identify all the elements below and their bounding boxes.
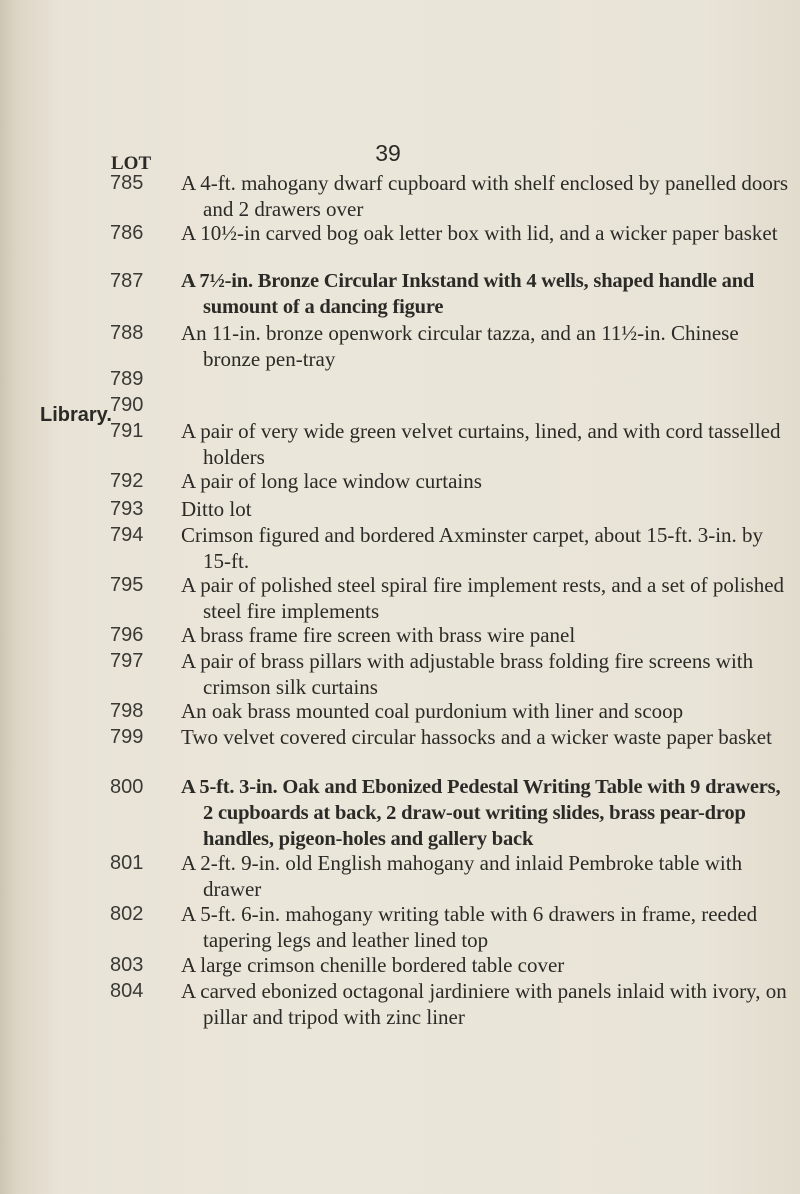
section-label-library: Library. (40, 404, 112, 426)
lot-number: 790 (110, 394, 144, 416)
lot-column-header: LOT (111, 153, 152, 174)
lot-description: An 11-in. bronze openwork circular tazza, and an 11½-in. Chinese bronze pen-tray (181, 321, 739, 371)
lot-description: A 4-ft. mahogany dwarf cupboard with shelf enclosed by panelled doors and 2 drawers over (181, 171, 789, 221)
lot-description: A 5-ft. 3-in. Oak and Ebonized Pedestal Writing Table with 9 drawers, 2 cupboards at back, 2 draw-out writing slides, brass pear-drop handles, pigeon-holes and gallery back (181, 776, 781, 850)
lot-description: Ditto lot (181, 497, 252, 521)
lot-description: A pair of polished steel spiral fire implement rests, and a set of polished steel fire implements (181, 573, 785, 623)
lot-description: A 7½-in. Bronze Circular Inkstand with 4 wells, shaped handle and sumount of a dancing figure (181, 270, 755, 318)
lot-number: 794 (110, 524, 144, 546)
lot-description: A brass frame fire screen with brass wire panel (181, 623, 576, 647)
lot-description: A 10½-in carved bog oak letter box with lid, and a wicker paper basket (181, 221, 778, 245)
lot-number: 787 (110, 270, 144, 292)
lot-number: 786 (110, 222, 144, 244)
lot-number: 795 (110, 574, 144, 596)
lot-description: A pair of long lace window curtains (181, 469, 482, 493)
lot-number: 800 (110, 776, 144, 798)
lot-number: 793 (110, 498, 144, 520)
lot-number: 797 (110, 650, 144, 672)
lot-description: A carved ebonized octagonal jardiniere with panels inlaid with ivory, on pillar and tripod with zinc liner (181, 979, 787, 1029)
lot-description: Crimson figured and bordered Axminster carpet, about 15-ft. 3-in. by 15-ft. (181, 523, 764, 573)
lot-description: A 5-ft. 6-in. mahogany writing table with 6 drawers in frame, reeded tapering legs and leather lined top (181, 902, 758, 952)
lot-description: A pair of brass pillars with adjustable brass folding fire screens with crimson silk curtains (181, 649, 754, 699)
lot-number: 785 (110, 172, 144, 194)
lot-number: 796 (110, 624, 144, 646)
lot-description: An oak brass mounted coal purdonium with liner and scoop (181, 699, 684, 723)
lot-number: 789 (110, 368, 144, 390)
lot-description: A 2-ft. 9-in. old English mahogany and inlaid Pembroke table with drawer (181, 851, 743, 901)
lot-number: 803 (110, 954, 144, 976)
lot-number: 802 (110, 903, 144, 925)
page-number: 39 (375, 140, 401, 166)
lot-number: 799 (110, 726, 144, 748)
lot-description: A large crimson chenille bordered table cover (181, 953, 565, 977)
lot-number: 792 (110, 470, 144, 492)
lot-description: A pair of very wide green velvet curtains, lined, and with cord tasselled holders (181, 419, 781, 469)
lot-description: Two velvet covered circular hassocks and a wicker waste paper basket (181, 725, 772, 749)
lot-number: 801 (110, 852, 144, 874)
lot-number: 804 (110, 980, 144, 1002)
lot-number: 788 (110, 322, 144, 344)
lot-number: 798 (110, 700, 144, 722)
lot-number: 791 (110, 420, 144, 442)
